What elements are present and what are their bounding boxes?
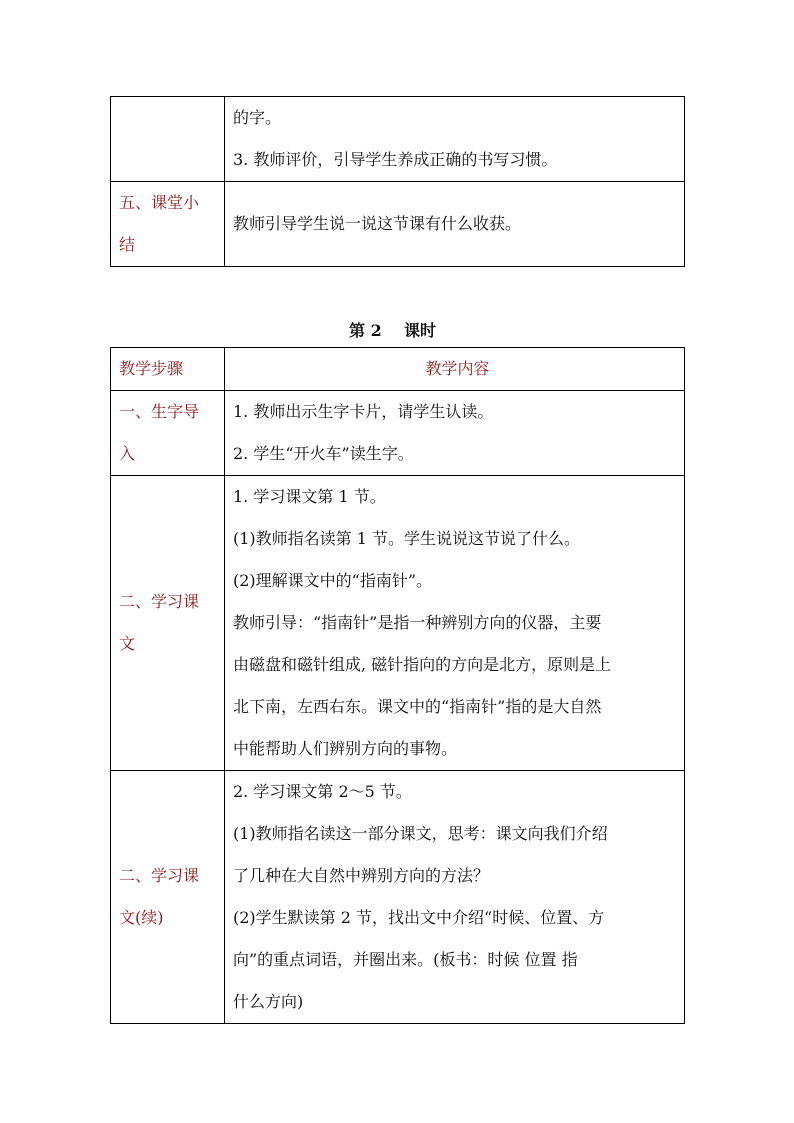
step-line: 文	[119, 634, 136, 653]
content-cell	[225, 97, 685, 182]
content-line: (1)教师指名读这一部分课文，思考：课文向我们介绍	[233, 824, 608, 843]
content-line: 了几种在大自然中辨别方向的方法？	[233, 866, 490, 885]
table-header-row	[111, 348, 685, 391]
step-line: 入	[119, 444, 136, 463]
step-cell	[111, 391, 225, 476]
content-line: 的字。	[233, 108, 282, 127]
content-cell	[225, 476, 685, 771]
content-line: 什么方向)	[233, 992, 304, 1011]
content-line: 2. 学生“开火车”读生字。	[233, 444, 414, 463]
content-line: 3. 教师评价，引导学生养成正确的书写习惯。	[233, 150, 558, 169]
content-line: (1)教师指名读第 1 节。学生说说这节说了什么。	[233, 529, 581, 548]
lesson-table	[110, 347, 685, 1024]
step-line: 结	[119, 235, 136, 254]
content-cell	[225, 771, 685, 1024]
lesson-table-continued	[110, 96, 685, 267]
content-cell	[225, 182, 685, 267]
step-header: 教学步骤	[111, 348, 225, 391]
step-cell	[111, 182, 225, 267]
content-line: 教师引导：“指南针”是指一种辨别方向的仪器，主要	[233, 613, 602, 632]
content-line: 教师引导学生说一说这节课有什么收获。	[233, 214, 522, 233]
content-line: (2)理解课文中的“指南针”。	[233, 571, 433, 590]
table-row	[111, 391, 685, 476]
step-cell	[111, 476, 225, 771]
content-line: 1. 教师出示生字卡片，请学生认读。	[233, 402, 494, 421]
step-line: 二、学习课	[119, 592, 200, 611]
step-line: 一、生字导	[119, 402, 200, 421]
step-cell	[111, 97, 225, 182]
table-row	[111, 476, 685, 771]
content-line: 中能帮助人们辨别方向的事物。	[233, 739, 458, 758]
content-cell	[225, 391, 685, 476]
content-line: 向”的重点词语，并圈出来。(板书：时候 位置 指	[233, 950, 578, 969]
step-line: 文(续)	[119, 908, 164, 927]
content-line: 1. 学习课文第 1 节。	[233, 487, 386, 506]
lesson-title: 第 2 课时	[349, 321, 436, 340]
step-line: 二、学习课	[119, 866, 200, 885]
content-line: 北下南，左西右东。课文中的“指南针”指的是大自然	[233, 697, 602, 716]
content-line: (2)学生默读第 2 节，找出文中介绍“时候、位置、方	[233, 908, 605, 927]
content-header: 教学内容	[225, 348, 685, 391]
step-line: 五、课堂小	[119, 193, 200, 212]
table-row	[111, 97, 685, 182]
content-line: 由磁盘和磁针组成, 磁针指向的方向是北方，原则是上	[233, 655, 612, 674]
table-row	[111, 771, 685, 1024]
step-cell	[111, 771, 225, 1024]
content-line: 2. 学习课文第 2～5 节。	[233, 782, 412, 801]
table-row	[111, 182, 685, 267]
